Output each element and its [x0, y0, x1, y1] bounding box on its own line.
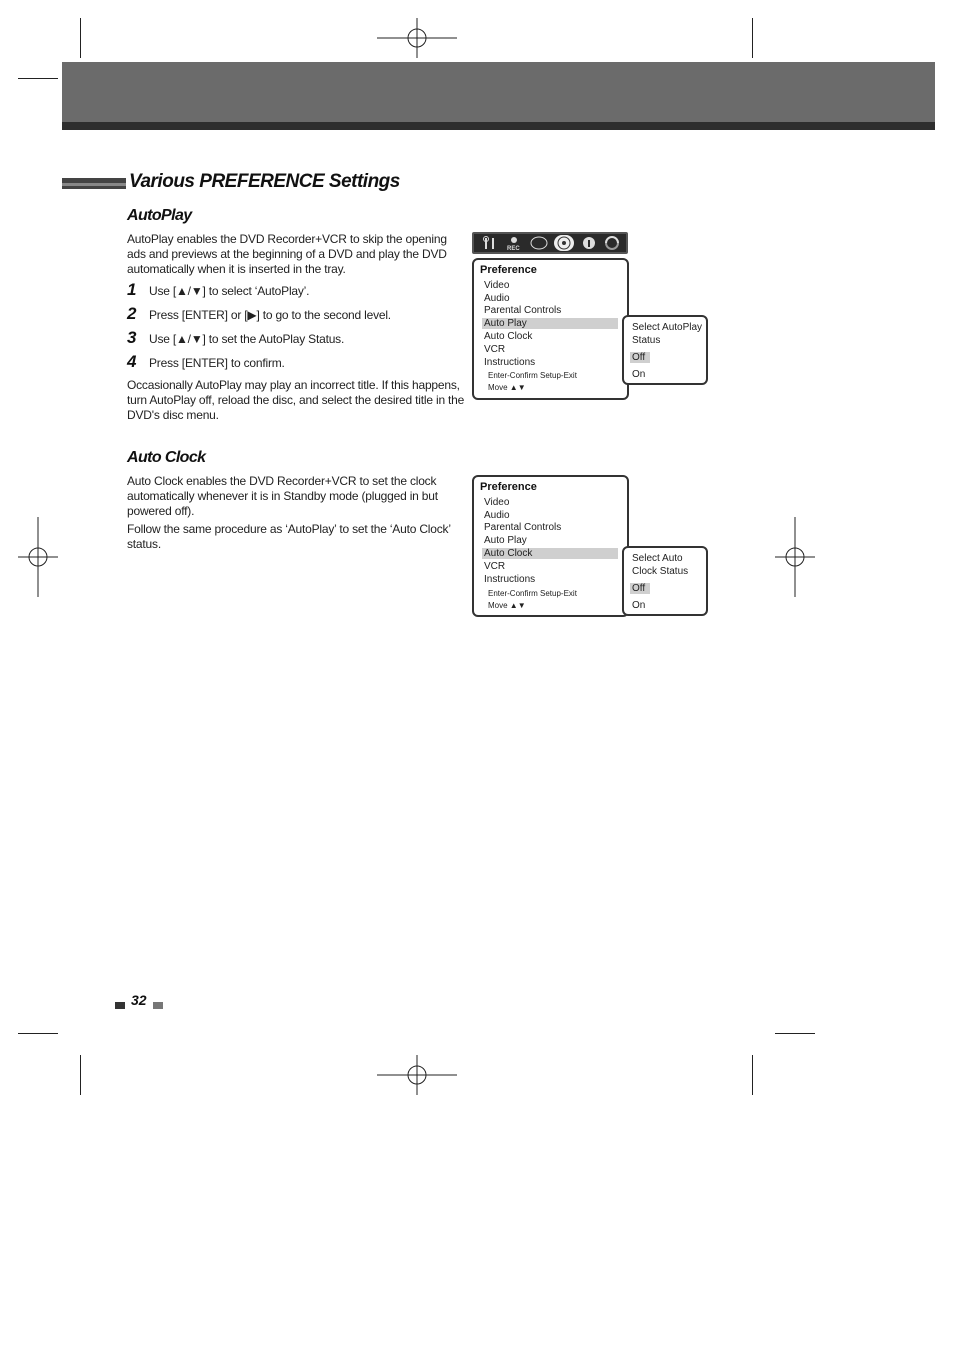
- step-text: Press [ENTER] to confirm.: [149, 356, 285, 370]
- preference-icon[interactable]: [554, 235, 574, 251]
- step-number: 4: [127, 352, 137, 371]
- crop-mark: [752, 1055, 753, 1095]
- step-text: Press [ENTER] or [▶] to go to the second level.: [149, 308, 391, 322]
- autoplay-intro: AutoPlay enables the DVD Recorder+VCR to skip the opening ads and previews at the beginning of a DVD and play the DVD automatically when it is inserted in the tray.: [127, 232, 447, 276]
- crop-mark: [18, 78, 58, 79]
- autoclock-submenu: [622, 546, 708, 616]
- step-number: 1: [127, 280, 137, 299]
- option-on[interactable]: On: [632, 600, 646, 611]
- crop-mark: [775, 1033, 815, 1034]
- option-on[interactable]: On: [632, 369, 646, 380]
- page-number-bar-right: [153, 1002, 163, 1009]
- menu-item-instructions[interactable]: Instructions: [484, 357, 536, 368]
- info-icon[interactable]: [579, 235, 599, 251]
- menu-item-video[interactable]: Video: [484, 280, 510, 291]
- step-number: 2: [127, 304, 137, 323]
- crop-mark: [80, 1055, 81, 1095]
- menu-item-auto-clock[interactable]: Auto Clock: [484, 331, 533, 342]
- refresh-icon[interactable]: [602, 235, 622, 251]
- preference-menu-autoclock: [472, 475, 629, 617]
- menu-item-parental-controls[interactable]: Parental Controls: [484, 522, 562, 533]
- menu-item-auto-clock[interactable]: Auto Clock: [482, 548, 618, 559]
- preference-menu-autoplay: [472, 258, 629, 400]
- step-number: 3: [127, 328, 137, 347]
- menu-item-video[interactable]: Video: [484, 497, 510, 508]
- autoplay-heading: AutoPlay: [127, 207, 192, 224]
- registration-target-icon: [377, 18, 457, 58]
- autoclock-para1: Auto Clock enables the DVD Recorder+VCR to set the clock automatically whenever it is in Standby mode (plugged in but powered off).: [127, 474, 438, 518]
- menu-hint-move: Move ▲▼: [488, 601, 526, 610]
- registration-target-icon: [775, 517, 815, 597]
- autoplay-submenu: [622, 315, 708, 385]
- menu-title: Preference: [480, 264, 537, 276]
- registration-target-icon: [18, 517, 58, 597]
- submenu-label: Status: [632, 335, 661, 346]
- crop-mark: [80, 18, 81, 58]
- setup-icon-bar: [472, 232, 628, 254]
- submenu-label: Select Auto: [632, 553, 683, 564]
- autoclock-heading: Auto Clock: [127, 449, 206, 466]
- crop-mark: [752, 18, 753, 58]
- menu-item-auto-play[interactable]: Auto Play: [482, 318, 618, 329]
- header-band: [62, 62, 935, 122]
- menu-item-instructions[interactable]: Instructions: [484, 574, 536, 585]
- page-number-bar-left: [115, 1002, 125, 1009]
- menu-item-vcr[interactable]: VCR: [484, 561, 506, 572]
- menu-hint-move: Move ▲▼: [488, 383, 526, 392]
- section-bar-highlight: [62, 183, 126, 186]
- submenu-label: Select AutoPlay: [632, 322, 703, 333]
- menu-hint-keys: Enter-Confirm Setup-Exit: [488, 371, 577, 380]
- step-text: Use [▲/▼] to select ‘AutoPlay’.: [149, 284, 310, 298]
- menu-item-vcr[interactable]: VCR: [484, 344, 506, 355]
- autoclock-para2: Follow the same procedure as ‘AutoPlay’ to set the ‘Auto Clock’ status.: [127, 522, 451, 551]
- svg-text:REC: REC: [507, 246, 520, 251]
- menu-item-parental-controls[interactable]: Parental Controls: [484, 305, 562, 316]
- language-icon[interactable]: [529, 235, 549, 251]
- menu-item-auto-play[interactable]: Auto Play: [484, 535, 527, 546]
- registration-target-icon: [377, 1055, 457, 1095]
- page-number: 32: [131, 992, 147, 1008]
- menu-item-audio[interactable]: Audio: [484, 293, 510, 304]
- rec-icon[interactable]: [504, 235, 524, 251]
- header-strip: [62, 122, 935, 130]
- crop-mark: [18, 1033, 58, 1034]
- option-off[interactable]: Off: [630, 352, 650, 363]
- tools-icon[interactable]: [480, 235, 500, 251]
- submenu-label: Clock Status: [632, 566, 689, 577]
- menu-item-audio[interactable]: Audio: [484, 510, 510, 521]
- section-title: Various PREFERENCE Settings: [129, 171, 400, 192]
- menu-hint-keys: Enter-Confirm Setup-Exit: [488, 589, 577, 598]
- option-off[interactable]: Off: [630, 583, 650, 594]
- autoplay-note: Occasionally AutoPlay may play an incorrect title. If this happens, turn AutoPlay off, reload the disc, and select the desired title in the DVD's disc menu.: [127, 378, 465, 422]
- menu-title: Preference: [480, 481, 537, 493]
- step-text: Use [▲/▼] to set the AutoPlay Status.: [149, 332, 345, 346]
